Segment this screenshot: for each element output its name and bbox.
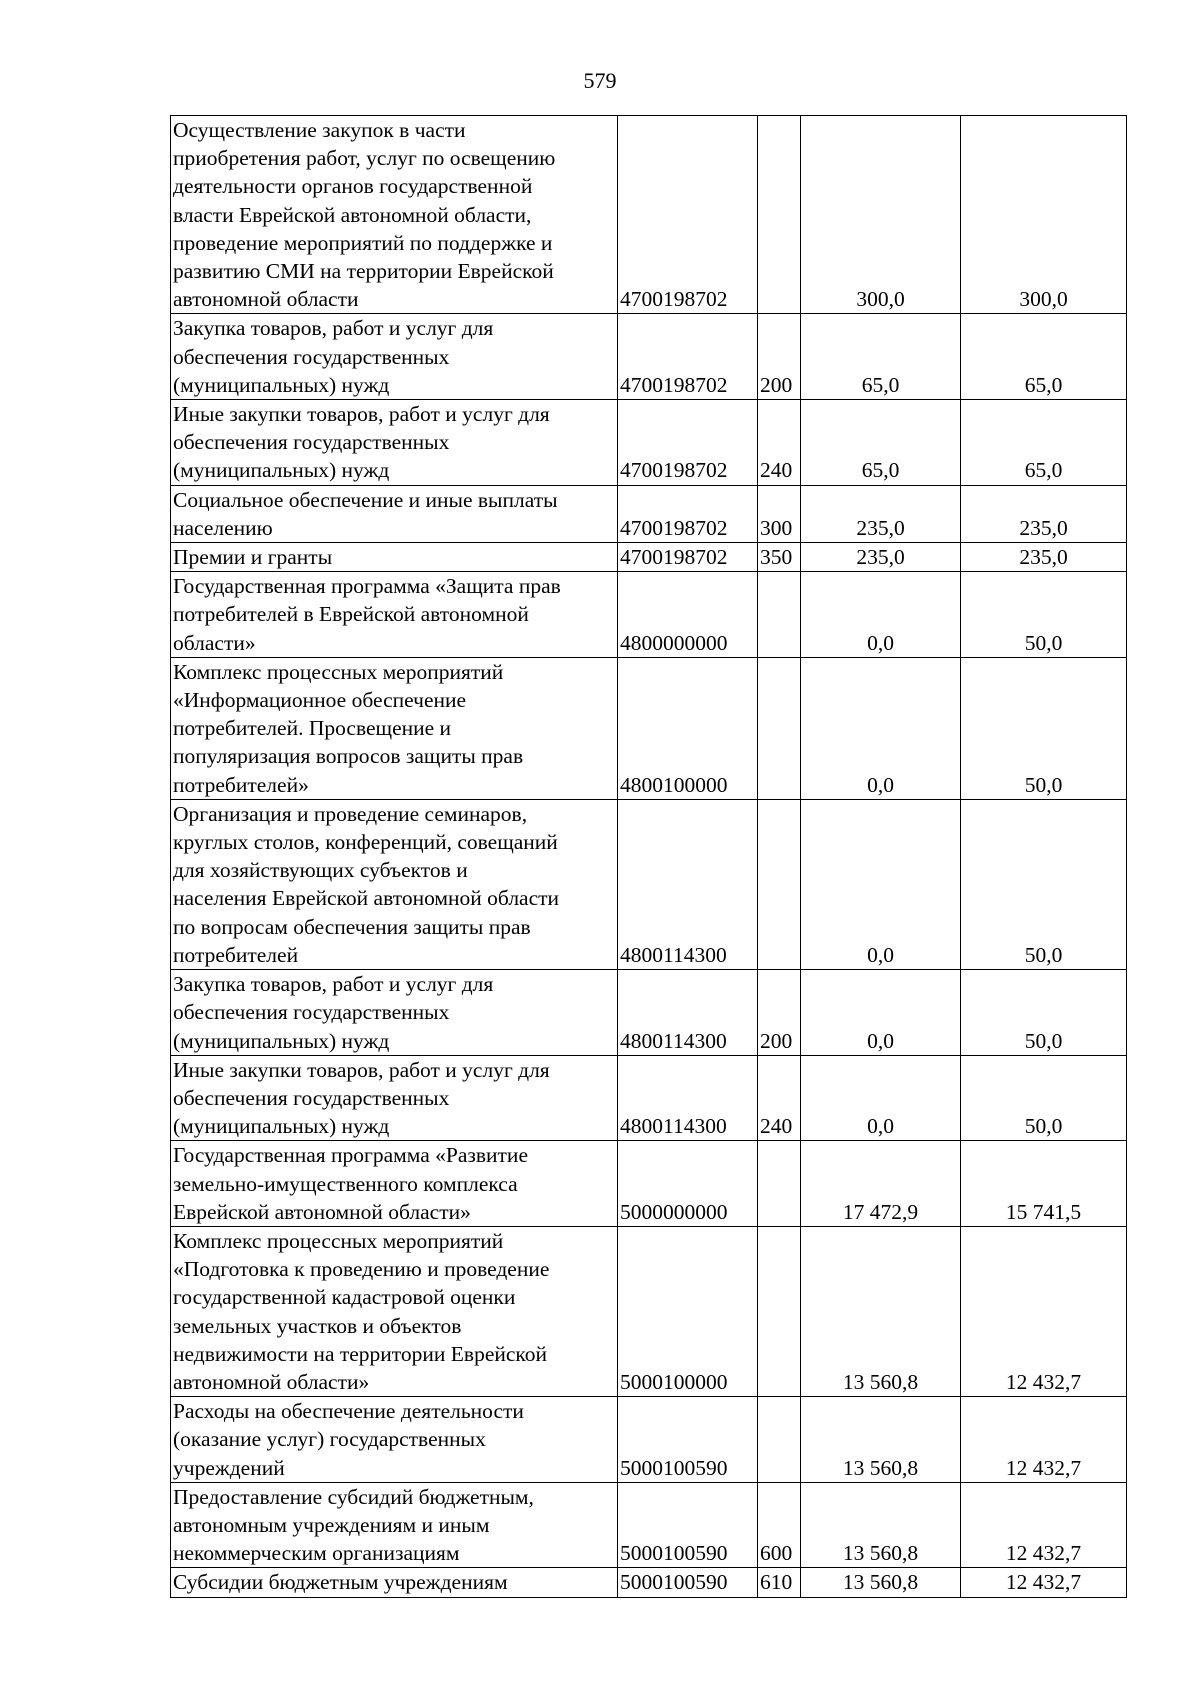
expense-type-cell [758, 116, 801, 314]
expense-type-cell [758, 1226, 801, 1396]
expense-type-cell: 300 [758, 485, 801, 542]
target-article-code-cell: 4700198702 [618, 116, 758, 314]
table-row [171, 314, 1127, 400]
expense-name-cell: Государственная программа «Развитие земельно-имущественного комплекса Еврейской автономной области» [171, 1141, 618, 1227]
table-row [171, 799, 1127, 969]
target-article-code-cell: 5000100590 [618, 1397, 758, 1483]
expense-type-cell: 240 [758, 1055, 801, 1141]
table-row [171, 1568, 1127, 1597]
expense-type-cell: 610 [758, 1568, 801, 1597]
target-article-code-cell: 4800100000 [618, 657, 758, 799]
expense-name-cell: Закупка товаров, работ и услуг для обеспечения государственных (муниципальных) нужд [171, 970, 618, 1056]
target-article-code-cell: 4800000000 [618, 572, 758, 658]
expense-name-cell: Комплекс процессных мероприятий «Подготовка к проведению и проведение государственной кадастровой оценки земельных участков и объектов недвижимости на территории Еврейской автономной области» [171, 1226, 618, 1396]
target-article-code-cell: 5000100590 [618, 1482, 758, 1568]
page-number: 579 [583, 68, 617, 93]
target-article-code-cell: 5000000000 [618, 1141, 758, 1227]
amount-year1-cell: 0,0 [801, 572, 961, 658]
budget-table-body [171, 116, 1127, 1598]
expense-name-cell: Расходы на обеспечение деятельности (оказание услуг) государственных учреждений [171, 1397, 618, 1483]
expense-name-cell: Закупка товаров, работ и услуг для обеспечения государственных (муниципальных) нужд [171, 314, 618, 400]
target-article-code-cell: 4800114300 [618, 970, 758, 1056]
expense-type-cell: 240 [758, 400, 801, 486]
amount-year1-cell: 65,0 [801, 400, 961, 486]
amount-year2-cell: 50,0 [961, 657, 1127, 799]
amount-year1-cell: 0,0 [801, 1055, 961, 1141]
amount-year2-cell: 65,0 [961, 314, 1127, 400]
table-row [171, 1055, 1127, 1141]
expense-type-cell: 200 [758, 314, 801, 400]
target-article-code-cell: 5000100000 [618, 1226, 758, 1396]
amount-year2-cell: 50,0 [961, 572, 1127, 658]
amount-year1-cell: 13 560,8 [801, 1226, 961, 1396]
expense-type-cell [758, 572, 801, 658]
table-row [171, 1397, 1127, 1483]
table-row [171, 116, 1127, 314]
expense-name-cell: Премии и гранты [171, 543, 618, 572]
amount-year1-cell: 13 560,8 [801, 1568, 961, 1597]
amount-year2-cell: 15 741,5 [961, 1141, 1127, 1227]
amount-year2-cell: 12 432,7 [961, 1482, 1127, 1568]
amount-year2-cell: 50,0 [961, 970, 1127, 1056]
amount-year1-cell: 300,0 [801, 116, 961, 314]
budget-table [170, 115, 1127, 1598]
amount-year2-cell: 300,0 [961, 116, 1127, 314]
expense-name-cell: Социальное обеспечение и иные выплаты населению [171, 485, 618, 542]
table-row [171, 657, 1127, 799]
expense-type-cell: 200 [758, 970, 801, 1056]
amount-year2-cell: 235,0 [961, 543, 1127, 572]
expense-type-cell: 600 [758, 1482, 801, 1568]
target-article-code-cell: 4700198702 [618, 485, 758, 542]
expense-name-cell: Предоставление субсидий бюджетным, автономным учреждениям и иным некоммерческим организациям [171, 1482, 618, 1568]
amount-year1-cell: 17 472,9 [801, 1141, 961, 1227]
table-row [171, 1141, 1127, 1227]
amount-year1-cell: 235,0 [801, 485, 961, 542]
expense-name-cell: Государственная программа «Защита прав потребителей в Еврейской автономной области» [171, 572, 618, 658]
table-row [171, 485, 1127, 542]
amount-year1-cell: 235,0 [801, 543, 961, 572]
target-article-code-cell: 4800114300 [618, 799, 758, 969]
amount-year2-cell: 12 432,7 [961, 1226, 1127, 1396]
amount-year2-cell: 12 432,7 [961, 1397, 1127, 1483]
expense-type-cell [758, 657, 801, 799]
amount-year1-cell: 0,0 [801, 799, 961, 969]
expense-name-cell: Иные закупки товаров, работ и услуг для обеспечения государственных (муниципальных) нужд [171, 400, 618, 486]
target-article-code-cell: 5000100590 [618, 1568, 758, 1597]
amount-year1-cell: 13 560,8 [801, 1482, 961, 1568]
target-article-code-cell: 4800114300 [618, 1055, 758, 1141]
table-row [171, 572, 1127, 658]
table-row [171, 1226, 1127, 1396]
expense-name-cell: Иные закупки товаров, работ и услуг для обеспечения государственных (муниципальных) нужд [171, 1055, 618, 1141]
amount-year1-cell: 65,0 [801, 314, 961, 400]
amount-year2-cell: 65,0 [961, 400, 1127, 486]
expense-type-cell [758, 1141, 801, 1227]
target-article-code-cell: 4700198702 [618, 543, 758, 572]
expense-name-cell: Субсидии бюджетным учреждениям [171, 1568, 618, 1597]
table-row [171, 1482, 1127, 1568]
table-row [171, 543, 1127, 572]
amount-year1-cell: 0,0 [801, 970, 961, 1056]
expense-name-cell: Осуществление закупок в части приобретения работ, услуг по освещению деятельности органов государственной власти Еврейской автономной области, проведение мероприятий по поддержке и развитию СМИ на территории Еврейской автономной области [171, 116, 618, 314]
expense-name-cell: Комплекс процессных мероприятий «Информационное обеспечение потребителей. Просвещение и популяризация вопросов защиты прав потребителей» [171, 657, 618, 799]
target-article-code-cell: 4700198702 [618, 314, 758, 400]
amount-year2-cell: 12 432,7 [961, 1568, 1127, 1597]
amount-year2-cell: 50,0 [961, 1055, 1127, 1141]
amount-year1-cell: 13 560,8 [801, 1397, 961, 1483]
amount-year2-cell: 50,0 [961, 799, 1127, 969]
expense-type-cell [758, 1397, 801, 1483]
amount-year2-cell: 235,0 [961, 485, 1127, 542]
target-article-code-cell: 4700198702 [618, 400, 758, 486]
table-row [171, 400, 1127, 486]
table-row [171, 970, 1127, 1056]
expense-type-cell: 350 [758, 543, 801, 572]
expense-name-cell: Организация и проведение семинаров, круглых столов, конференций, совещаний для хозяйствующих субъектов и населения Еврейской автономной области по вопросам обеспечения защиты прав потребителей [171, 799, 618, 969]
expense-type-cell [758, 799, 801, 969]
amount-year1-cell: 0,0 [801, 657, 961, 799]
